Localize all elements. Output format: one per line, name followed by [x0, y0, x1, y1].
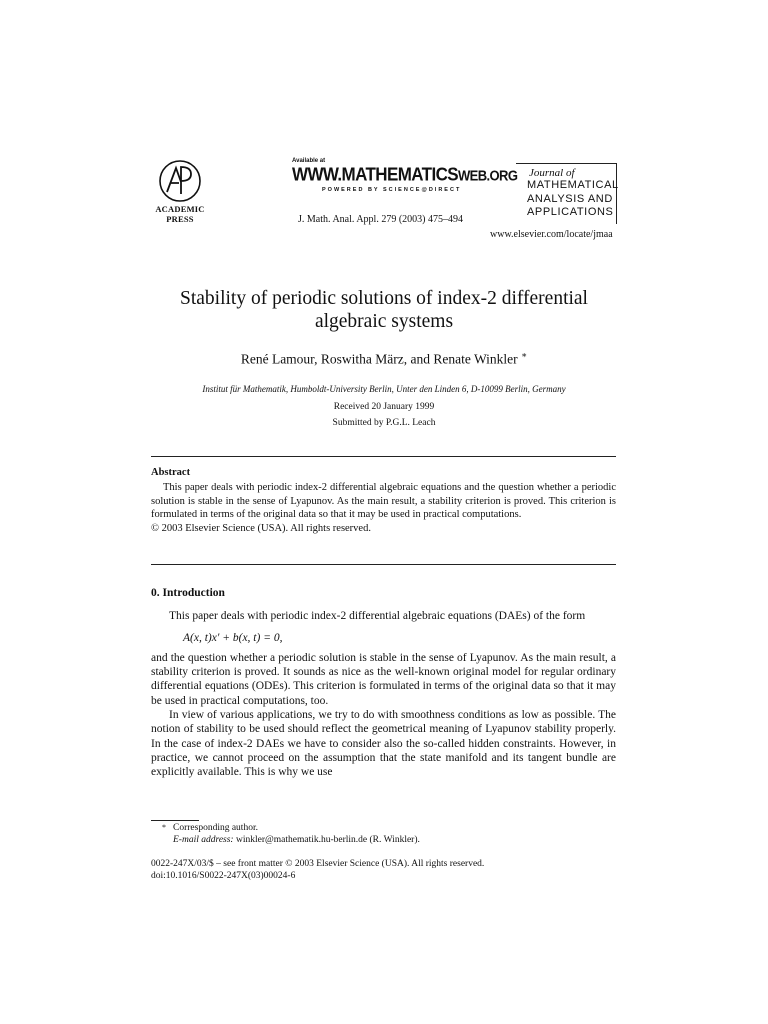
available-at-label: Available at — [292, 158, 326, 164]
footnote-corresponding: Corresponding author. — [173, 823, 258, 833]
author-list — [100, 350, 668, 368]
title-line1: Stability of periodic solutions of index-2 differential — [180, 288, 588, 309]
footnote — [151, 822, 616, 846]
journal-url[interactable]: www.elsevier.com/locate/jmaa — [490, 229, 613, 240]
journal-name-line3: APPLICATIONS — [527, 206, 614, 218]
title-line2: algebraic systems — [314, 311, 454, 332]
journal-name-line2: ANALYSIS AND — [527, 192, 613, 205]
footnote-rule — [151, 820, 199, 821]
issn-line: 0022-247X/03/$ – see front matter © 2003 Elsevier Science (USA). All rights reserved. — [151, 859, 485, 869]
submitted-by: Submitted by P.G.L. Leach — [332, 418, 436, 428]
publisher-logo — [150, 158, 210, 230]
abstract-text: This paper deals with periodic index-2 differential algebraic equations and the question whether a periodic solution is stable in the sense of Lyapunov. As the main result, a stability criterion is proved. This criterion is formulated in terms of the original data so that it may be used in practical computations. — [151, 482, 616, 521]
received-date: Received 20 January 1999 — [333, 402, 435, 412]
intro-paragraph-1: This paper deals with periodic index-2 differential algebraic equations (DAEs) of the form — [169, 610, 586, 623]
journal-citation: J. Math. Anal. Appl. 279 (2003) 475–494 — [298, 214, 463, 225]
introduction-heading: 0. Introduction — [151, 587, 225, 599]
email-value[interactable]: winkler@mathematik.hu-berlin.de (R. Winkler). — [235, 835, 420, 845]
journal-logo-box — [516, 163, 617, 224]
mathematicsweb-logo — [292, 158, 518, 193]
journal-name-line1: MATHEMATICAL — [527, 179, 619, 191]
abstract-copyright: © 2003 Elsevier Science (USA). All rights reserved. — [151, 522, 371, 534]
equation: A(x, t)x′ + b(x, t) = 0, — [183, 631, 283, 644]
powered-by-label: POWERED BY SCIENCE@DIRECT — [322, 187, 462, 193]
publisher-name-line1: ACADEMIC — [155, 204, 205, 214]
footnote-mark: * — [162, 823, 166, 832]
affiliation: Institut für Mathematik, Humboldt-University Berlin, Unter den Linden 6, D-10099 Berlin, Germany — [202, 384, 566, 394]
doi-line[interactable]: doi:10.1016/S0022-247X(03)00024-6 — [151, 871, 296, 881]
abstract-top-rule — [151, 456, 616, 457]
front-matter-info — [151, 858, 616, 882]
mathweb-brand-main: WWW.MATHEMATICS — [292, 163, 458, 185]
introduction-section — [151, 586, 616, 780]
publisher-name-line2: PRESS — [166, 214, 194, 224]
email-label: E-mail address: — [173, 835, 234, 845]
abstract-heading: Abstract — [151, 467, 191, 478]
mathweb-brand — [292, 163, 518, 186]
mathweb-brand-suffix: WEB.ORG — [458, 167, 518, 184]
intro-paragraph-3: In view of various applications, we try to do with smoothness conditions as low as possible. The notion of stability to be used should reflect the geometrical meaning of Lyapunov stability properly. In the case of index-2 DAEs we have to consider also the so-called hidden constraints. However, in practice, we cannot proceed on the assumption that the state manifold and its tangent bundle are explicitly available. This is why we use — [151, 709, 616, 779]
footnote-email — [151, 834, 616, 846]
article-title — [100, 287, 668, 333]
corresponding-author-mark[interactable]: ∗ — [521, 350, 528, 360]
abstract-section — [151, 466, 616, 535]
journal-of-label: Journal of — [529, 167, 575, 179]
abstract-bottom-rule — [151, 564, 616, 565]
authors-text: René Lamour, Roswitha März, and Renate Winkler — [240, 351, 518, 367]
academic-press-emblem — [157, 158, 203, 204]
intro-paragraph-2: and the question whether a periodic solution is stable in the sense of Lyapunov. As the main result, a stability criterion is proved. It sounds as nice as the well-known original model for regular ordinary differential equations (ODEs). This criterion is formulated in terms of the original data so that it may be used in practical computations, too. — [151, 651, 616, 707]
